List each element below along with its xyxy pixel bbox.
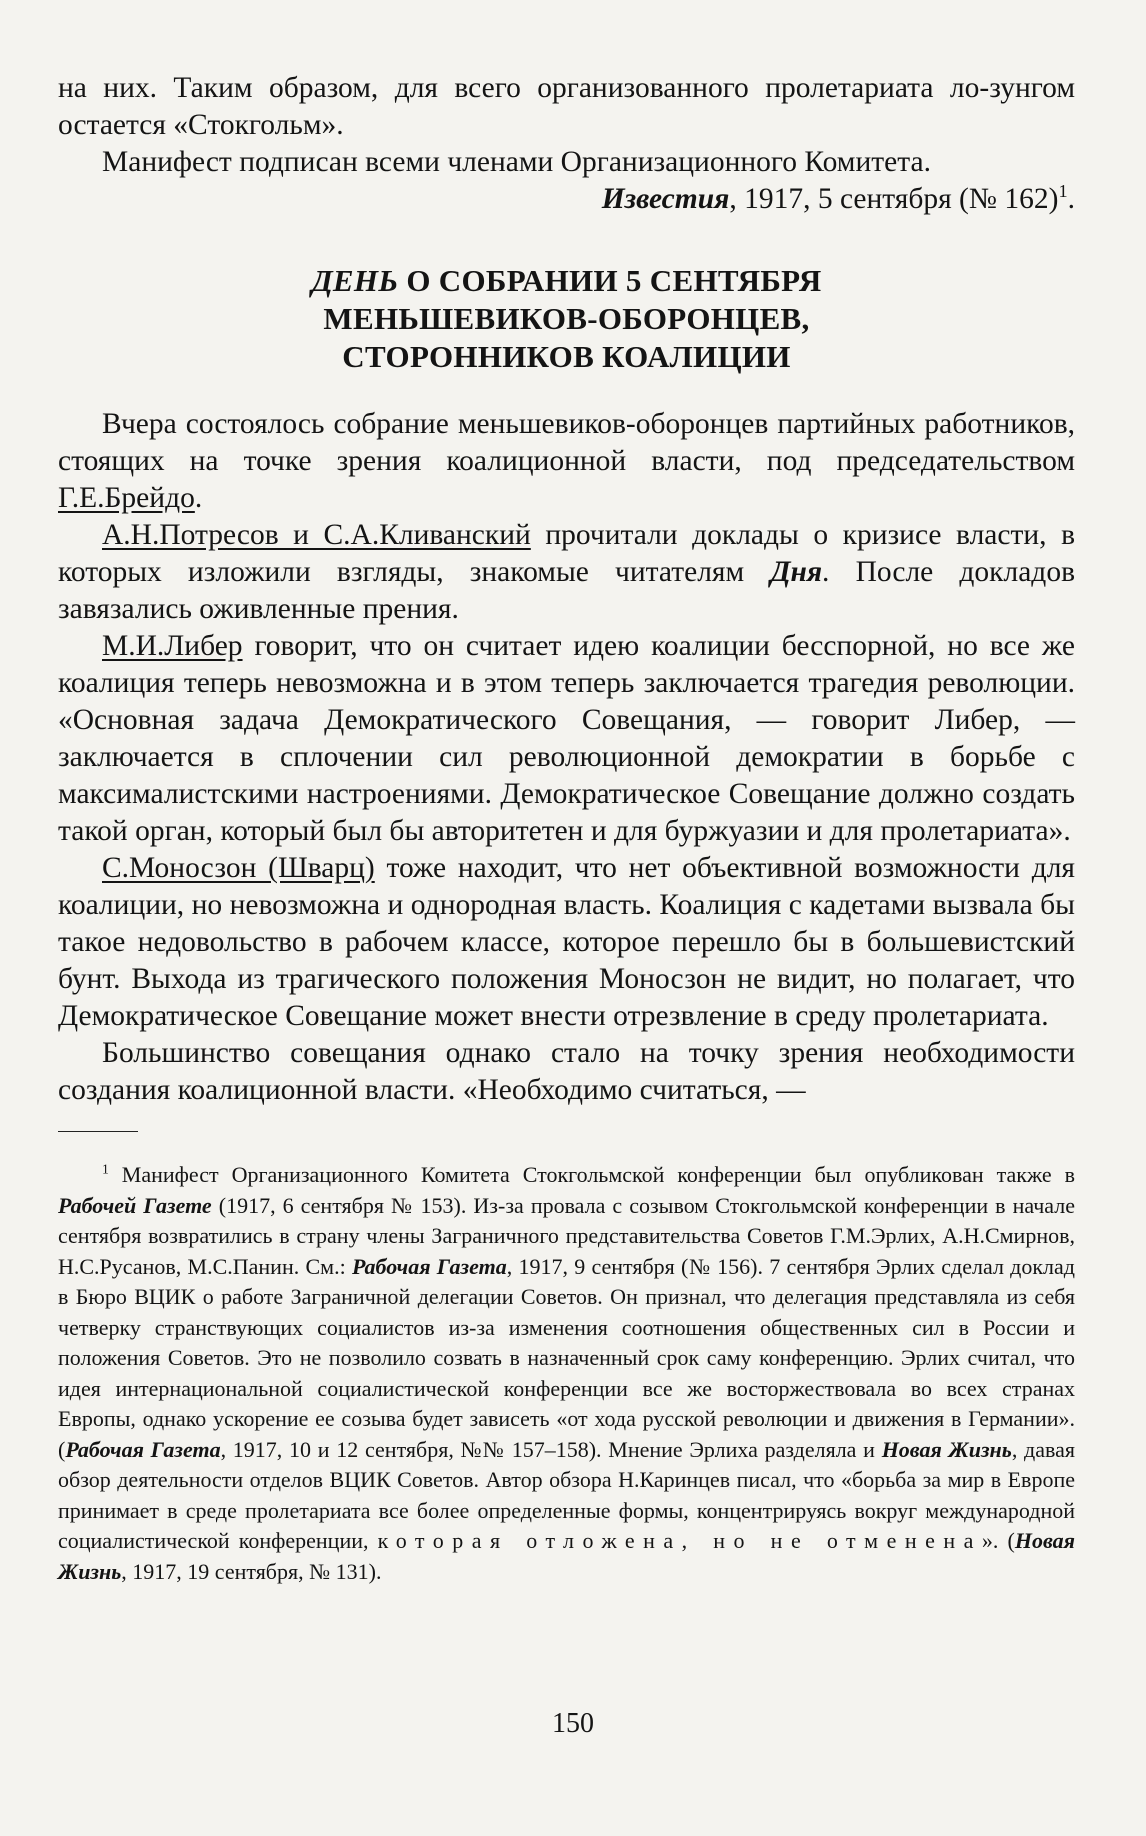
footnote-t1: Манифест Организационного Комитета Стокгольмской конференции был опубликован также в [108, 1162, 1075, 1187]
article-heading [58, 262, 1075, 376]
heading-line-2: МЕНЬШЕВИКОВ-ОБОРОНЦЕВ, [323, 301, 810, 336]
paragraph-3 [58, 628, 1075, 850]
footnote-paper-2: Рабочая Газета [351, 1253, 507, 1279]
footnote-spaced-quote: которая отложена, но не отменена [377, 1528, 982, 1553]
p4-name: С.Моносзон (Шварц) [102, 852, 375, 884]
footnote-number: 1 [102, 1161, 109, 1177]
p4-text: тоже находит, что нет объективной возможности для коалиции, но невозможна и однородная власть. Коалиция с кадетами вызвала бы такое недовольство в рабочем классе, которое перешло бы в большевистский бунт. Выхода из трагического положения Моносзон не видит, но полагает, что Демократическое Совещание может внести отрезвление в среду пролетариата. [58, 852, 1075, 1032]
footnote-paragraph [58, 1160, 1075, 1587]
top-paragraph [58, 70, 1075, 144]
heading-line-1-rest: О СОБРАНИИ 5 СЕНТЯБРЯ [398, 263, 822, 298]
footnote-paper-5: Новая Жизнь [58, 1528, 1075, 1584]
source-title: Известия [601, 183, 730, 215]
footnote-paper-3: Рабочая Газета [65, 1436, 221, 1462]
heading-line-1 [58, 262, 1075, 300]
source-end: . [1067, 183, 1075, 215]
paragraph-2 [58, 517, 1075, 628]
top-text: на них. Таким образом, для всего организованного пролетариата ло-зунгом остается «Стокгольм». [58, 72, 1075, 141]
paragraph-1 [58, 406, 1075, 517]
heading-italic-word: ДЕНЬ [311, 263, 399, 298]
source-details: , 1917, 5 сентября (№ 162) [729, 183, 1059, 215]
manifest-text: Манифест подписан всеми членами Организационного Комитета. [102, 146, 931, 178]
footnote-ref: 1 [1058, 181, 1068, 202]
footnote-t4: , 1917, 10 и 12 сентября, №№ 157–158). Мнение Эрлиха разделяла и [220, 1436, 882, 1462]
footnote-rule [58, 1131, 138, 1132]
footnote-paper-1: Рабочей Газете [58, 1192, 212, 1218]
manifest-signed [58, 144, 1075, 181]
p3-text: говорит, что он считает идею коалиции бесспорной, но все же коалиция теперь невозможна и в этом теперь заключается трагедия революции. «Основная задача Демократического Совещания, — говорит Либер, — заключается в сплочении сил революционной демократии в борьбе с максималистскими настроениями. Демократическое Совещание должно создать такой орган, который был бы авторитетен и для буржуазии и для пролетариата». [58, 630, 1075, 847]
p2-paper: Дня [770, 556, 823, 588]
source-citation [58, 181, 1075, 218]
paragraph-5 [58, 1035, 1075, 1109]
p1-name: Г.Е.Брейдо [58, 482, 195, 514]
p5-text: Большинство совещания однако стало на точку зрения необходимости создания коалиционной власти. «Необходимо считаться, — [58, 1037, 1075, 1106]
main-text [58, 70, 1075, 1109]
p3-name: М.И.Либер [102, 630, 243, 662]
footnote-paper-4: Новая Жизнь [881, 1436, 1012, 1462]
p2-text: прочитали доклады о кризисе власти, в которых изложили взгляды, знакомые читателям [58, 519, 1075, 588]
footnote-t6: ». ( [981, 1528, 1015, 1553]
footnote-t5: , давая обзор деятельности отделов ВЦИК Советов. Автор обзора Н.Каринцев писал, что «борьба за мир в Европе принимает в среде пролетариата все более определенные формы, концентрируясь вокруг международной социалистической конференции, [58, 1436, 1075, 1553]
footnote-t2: (1917, 6 сентября № 153). Из-за провала с созывом Стокгольмской конференции в начале сентября возвратились в страну члены Заграничного представительства Советов Г.М.Эрлих, А.Н.Смирнов, Н.С.Русанов, М.С.Панин. См.: [58, 1192, 1075, 1279]
p2-names: А.Н.Потресов и С.А.Кливанский [102, 519, 531, 551]
p1-end: . [194, 482, 203, 514]
footnote-t7: , 1917, 19 сентября, № 131). [121, 1558, 382, 1584]
p1-text: Вчера состоялось собрание меньшевиков-оборонцев партийных работников, стоящих на точке зрения коалиционной власти, под председательством [58, 408, 1075, 477]
paragraph-4 [58, 850, 1075, 1035]
footnote-t3: , 1917, 9 сентября (№ 156). 7 сентября Эрлих сделал доклад в Бюро ВЦИК о работе Заграничной делегации Советов. Он признал, что делегация представляла из себя четверку странствующих социалистов из-за изменения соотношения общественных сил в России и положения Советов. Это не позволило созвать в назначенный срок саму конференцию. Эрлих считал, что идея интернациональной социалистической конференции все же восторжествовала во всех странах Европы, однако ускорение ее созыва будет зависеть «от хода русской революции и движения в Германии». ( [58, 1253, 1075, 1462]
footnote [58, 1160, 1075, 1587]
page-number: 150 [552, 1708, 594, 1739]
p2-end: . После докладов завязались оживленные прения. [58, 556, 1075, 625]
heading-line-3: СТОРОННИКОВ КОАЛИЦИИ [342, 339, 791, 374]
